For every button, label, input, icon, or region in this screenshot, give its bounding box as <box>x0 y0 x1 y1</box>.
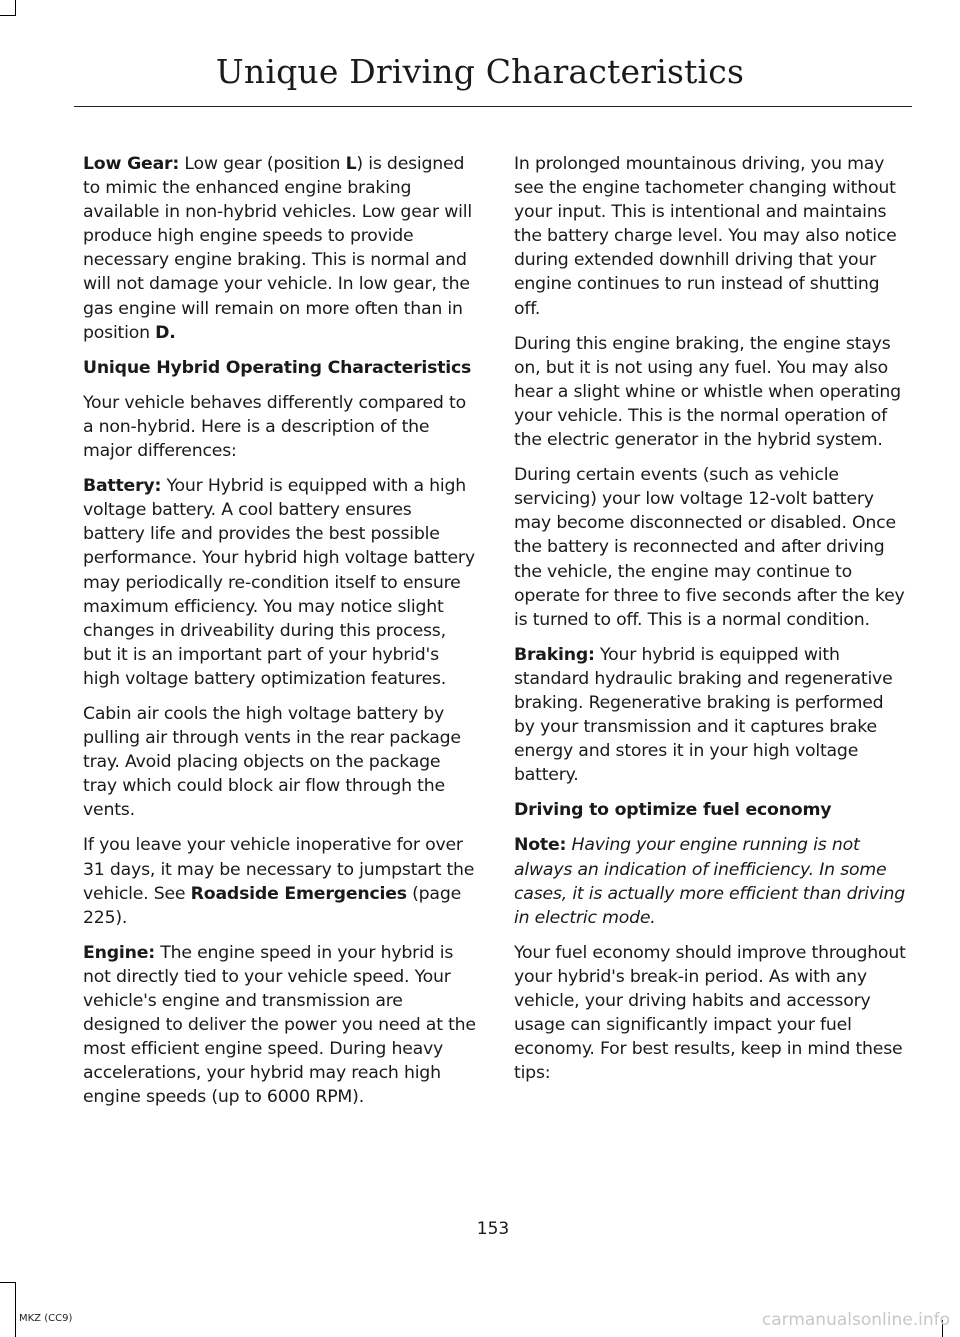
battery-disconnect-paragraph: During certain events (such as vehicle servicing) your low voltage 12-volt battery may become disconnected or disabled. Once the battery is reconnected and after driving the vehicle, the engine may continue to operate for three to five seconds after the key is turned to off. This is a normal condition. <box>514 465 905 630</box>
section-heading-hybrid-characteristics: Unique Hybrid Operating Characteristics <box>83 357 472 378</box>
battery-paragraph: Battery: Your Hybrid is equipped with a high voltage battery. A cool battery ensures battery life and provides the best possible performance. Your hybrid high voltage battery may periodically re-condition itself to ensure maximum efficiency. You may notice slight changes in driveability during this process, but it is an important part of your hybrid's high voltage battery optimization features. <box>83 476 475 689</box>
engine-paragraph: Engine: The engine speed in your hybrid is not directly tied to your vehicle speed. Your vehicle's engine and transmission are designed to deliver the power you need at the most efficient engine speed. During heavy accelerations, your hybrid may reach high engine speeds (up to 6000 RPM). <box>83 942 476 1108</box>
roadside-emergencies-link[interactable]: Roadside Emergencies <box>190 883 407 904</box>
fuel-economy-paragraph: Your fuel economy should improve throughout your hybrid's break-in period. As with any vehicle, your driving habits and accessory usage can significantly impact your fuel economy. For best results, keep in mind these tips: <box>514 942 906 1084</box>
mountainous-paragraph: In prolonged mountainous driving, you may see the engine tachometer changing without your input. This is intentional and maintains the battery charge level. You may also notice during extended downhill driving that your engine continues to run instead of shutting off. <box>514 154 897 319</box>
engine-braking-paragraph: During this engine braking, the engine stays on, but it is not using any fuel. You may also hear a slight whine or whistle when operating your vehicle. This is the normal operation of the electric generator in the hybrid system. <box>514 333 901 451</box>
left-column <box>83 152 478 1120</box>
right-column <box>514 152 909 1096</box>
crop-mark-bottom-left-h <box>0 1282 16 1283</box>
braking-paragraph: Braking: Your hybrid is equipped with standard hydraulic braking and regenerative braking. Regenerative braking is performed by your transmission and it captures brake energy and stores it in your high voltage battery. <box>514 644 893 786</box>
note-paragraph: Note: Having your engine running is not always an indication of inefficiency. In some cases, it is actually more efficient than driving in electric mode. <box>514 835 906 928</box>
cabin-air-paragraph: Cabin air cools the high voltage battery by pulling air through vents in the rear package tray. Avoid placing objects on the package tray which could block air flow through the vents. <box>83 703 461 821</box>
page-number: 153 <box>476 1219 510 1239</box>
model-code: MKZ (CC9) <box>19 1313 73 1324</box>
section-heading-fuel-economy: Driving to optimize fuel economy <box>514 800 832 821</box>
page-title: Unique Driving Characteristics <box>215 52 745 91</box>
low-gear-paragraph: Low Gear: Low gear (position L) is designed to mimic the enhanced engine braking available in non-hybrid vehicles. Low gear will produce high engine speeds to provide necessary engine braking. This is normal and will not damage your vehicle. In low gear, the gas engine will remain on more often than in position D. <box>83 154 472 343</box>
inoperative-paragraph: If you leave your vehicle inoperative for over 31 days, it may be necessary to jumpstart the vehicle. See Roadside Emergencies (page 225). <box>83 835 475 928</box>
crop-mark-top-left-h <box>0 15 16 16</box>
header-divider <box>74 106 912 107</box>
watermark: carmanualsonline.info <box>761 1310 950 1330</box>
differences-paragraph: Your vehicle behaves differently compared to a non-hybrid. Here is a description of the major differences: <box>83 392 466 462</box>
crop-mark-bottom-left <box>15 1282 16 1337</box>
crop-mark-top-left <box>15 0 16 16</box>
